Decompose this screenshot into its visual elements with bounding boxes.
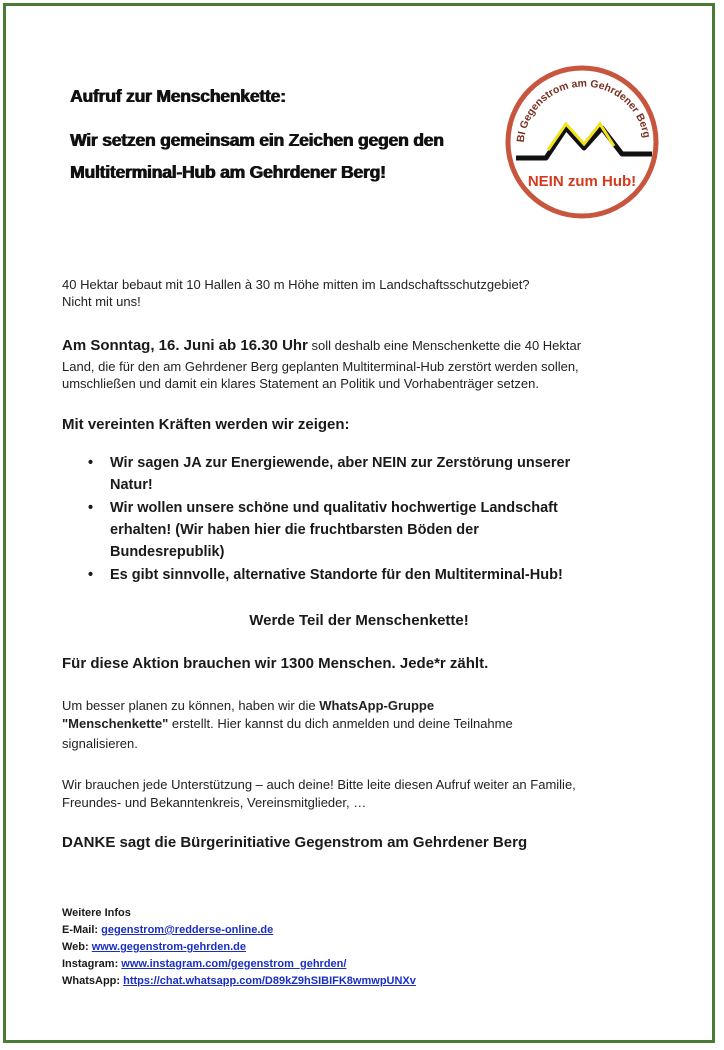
instagram-label: Instagram: [62,958,122,970]
event-date: Am Sonntag, 16. Juni ab 16.30 Uhr [62,337,308,354]
whatsapp-pre: Um besser planen zu können, haben wir die [62,698,320,713]
whatsapp-paragraph-line-1 [62,697,434,714]
web-row [62,939,416,956]
contact-infos [62,905,416,990]
goal-2-line-3: Bundesrepublik) [110,544,225,560]
bullet-icon: • [88,567,94,583]
date-paragraph-line-2: Land, die für den am Gehrdener Berg geplanten Multiterminal-Hub zerstört werden sollen, [62,359,579,374]
whatsapp-group-label: WhatsApp-Gruppe [319,698,435,713]
bullet-icon: • [88,455,94,471]
support-line-1: Wir brauchen jede Unterstützung – auch deine! Bitte leite diesen Aufruf weiter an Familie, [62,777,576,792]
support-line-2: Freundes- und Bekanntenkreis, Vereinsmitglieder, … [62,795,367,810]
date-paragraph-line-3: umschließen und damit ein klares Statement an Politik und Vorhabenträger setzen. [62,376,539,391]
call-to-action: Werde Teil der Menschenkette! [249,612,469,629]
goal-2-line-2: erhalten! (Wir haben hier die fruchtbarsten Böden der [110,522,479,538]
whatsapp-paragraph-line-2 [62,715,513,732]
group-name: "Menschenkette" [62,716,169,731]
goal-1-line-1: Wir sagen JA zur Energiewende, aber NEIN zur Zerstörung unserer [110,455,571,471]
whatsapp-paragraph-line-3: signalisieren. [62,736,138,751]
goal-item [88,452,668,496]
goal-3-line-1: Es gibt sinnvolle, alternative Standorte für den Multiterminal-Hub! [110,567,563,583]
whatsapp-post: erstellt. Hier kannst du dich anmelden und deine Teilnahme [168,716,513,731]
web-link[interactable]: www.gegenstrom-gehrden.de [91,941,246,953]
logo-slogan: NEIN zum Hub! [527,173,637,190]
whatsapp-row [62,973,416,990]
email-label: E-Mail: [62,924,102,936]
goal-2-line-1: Wir wollen unsere schöne und qualitativ hochwertige Landschaft [110,500,558,516]
instagram-row [62,956,416,973]
email-row [62,922,416,939]
people-needed: Für diese Aktion brauchen wir 1300 Menschen. Jede*r zählt. [62,655,489,672]
whatsapp-label: WhatsApp: [62,975,124,987]
bullet-icon: • [88,500,94,516]
email-link[interactable]: gegenstrom@redderse-online.de [101,924,274,936]
bi-gegenstrom-logo [502,62,662,222]
logo-arc-text: BI Gegenstrom am Gehrdener Berg [514,77,653,144]
date-paragraph-line-1 [62,337,581,354]
goals-heading: Mit vereinten Kräften werden wir zeigen: [62,416,350,433]
goal-item [88,497,668,563]
intro-line-1: 40 Hektar bebaut mit 10 Hallen à 30 m Höhe mitten im Landschaftsschutzgebiet? [62,277,530,292]
date-paragraph-rest: soll deshalb eine Menschenkette die 40 Hektar [307,338,582,353]
intro-line-2: Nicht mit uns! [62,294,141,309]
thanks-line: DANKE sagt die Bürgerinitiative Gegenstrom am Gehrdener Berg [62,834,528,851]
heading-line-3: Multiterminal-Hub am Gehrdener Berg! [70,162,386,182]
goal-1-line-2: Natur! [110,477,153,493]
instagram-link[interactable]: www.instagram.com/gegenstrom_gehrden/ [121,958,347,970]
web-label: Web: [62,941,92,953]
goal-item [88,564,668,586]
infos-title: Weitere Infos [62,907,131,919]
heading-line-1: Aufruf zur Menschenkette: [70,86,286,106]
heading-line-2: Wir setzen gemeinsam ein Zeichen gegen den [70,130,444,150]
goals-list [88,452,668,587]
whatsapp-link[interactable]: https://chat.whatsapp.com/D89kZ9hSIBIFK8wmwpUNXv [123,975,416,987]
